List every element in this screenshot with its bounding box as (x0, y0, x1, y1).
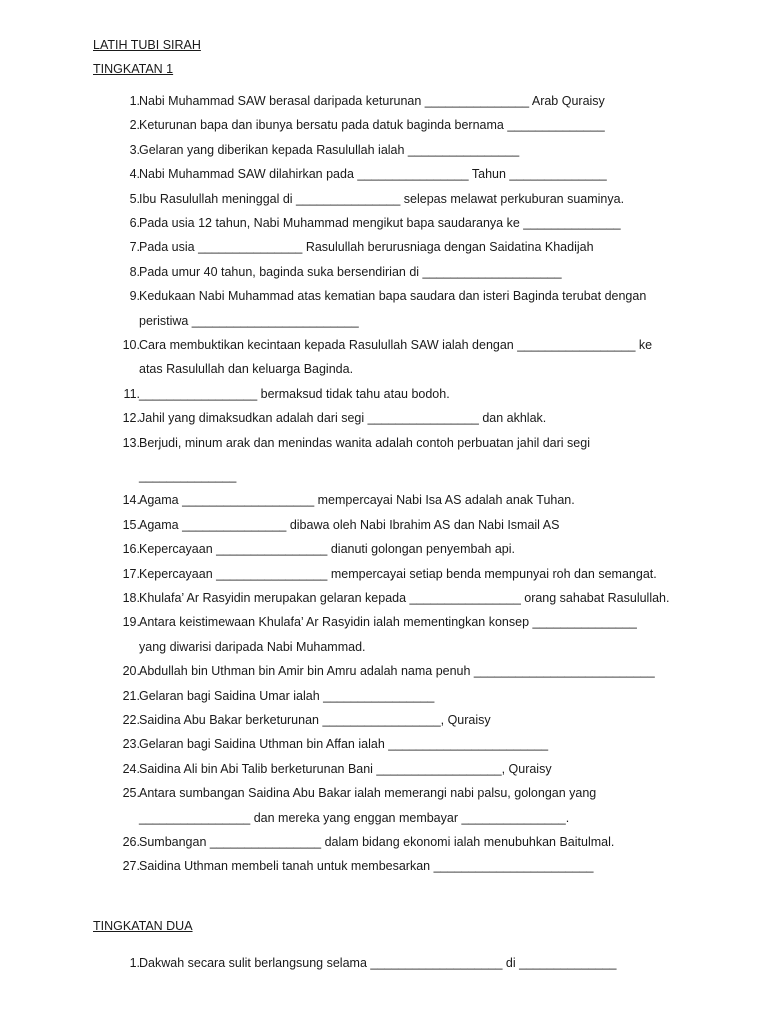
question-number: 1. (129, 94, 140, 108)
question-number: 18. (122, 591, 140, 605)
question-text: Saidina Uthman membeli tanah untuk membesarkan _______________________ (139, 859, 594, 874)
page-title: LATIH TUBI SIRAH (93, 38, 201, 52)
question-text: Cara membuktikan kecintaan kepada Rasulullah SAW ialah dengan _________________ ke (139, 338, 653, 352)
question-number: 5. (129, 191, 140, 206)
question-text: Kedukaan Nabi Muhammad atas kematian bapa saudara dan isteri Baginda terubat dengan (139, 289, 647, 304)
question-text: Ibu Rasulullah meninggal di _______________ selepas melawat perkuburan suaminya. (139, 191, 625, 206)
question-text: Pada umur 40 tahun, baginda suka bersendirian di ____________________ (139, 264, 562, 279)
question-number: 8. (129, 264, 140, 279)
question-number: 6. (129, 216, 140, 230)
question-number: 24. (122, 761, 140, 776)
question-number: 14. (122, 493, 140, 508)
question-text: _________________ bermaksud tidak tahu atau bodoh. (139, 386, 450, 401)
question-number: 12. (122, 411, 140, 426)
question-text: Kepercayaan ________________ dianuti golongan penyembah api. (139, 542, 516, 557)
question-number: 23. (122, 737, 140, 752)
question-text: yang diwarisi daripada Nabi Muhammad. (139, 639, 366, 654)
question-number: 17. (122, 566, 140, 581)
question-text: Saidina Abu Bakar berketurunan _________________, Quraisy (139, 713, 491, 727)
question-text: Agama ___________________ mempercayai Nabi Isa AS adalah anak Tuhan. (139, 493, 575, 508)
section-heading-tingkatan-dua: TINGKATAN DUA (93, 919, 193, 933)
question-text: Saidina Ali bin Abi Talib berketurunan Bani __________________, Quraisy (139, 761, 552, 776)
question-text: Agama _______________ dibawa oleh Nabi Ibrahim AS dan Nabi Ismail AS (139, 517, 560, 532)
question-text: Keturunan bapa dan ibunya bersatu pada datuk baginda bernama ______________ (139, 118, 605, 133)
question-text: Antara keistimewaan Khulafa’ Ar Rasyidin ialah mementingkan konsep _______________ (139, 615, 637, 630)
question-number: 25. (122, 786, 140, 801)
question-number: 2. (129, 118, 140, 133)
question-number: 21. (122, 688, 140, 703)
question-text: Nabi Muhammad SAW berasal daripada keturunan _______________ Arab Quraisy (139, 94, 605, 108)
question-text: Sumbangan ________________ dalam bidang ekonomi ialah menubuhkan Baitulmal. (139, 835, 615, 849)
question-text: Khulafa’ Ar Rasyidin merupakan gelaran kepada ________________ orang sahabat Rasulullah. (139, 591, 670, 605)
question-number: 26. (122, 835, 140, 849)
question-number: 16. (122, 542, 140, 557)
question-number: 7. (129, 240, 140, 255)
question-text: ______________ (139, 469, 237, 483)
question-text: Gelaran bagi Saidina Uthman bin Affan ialah _______________________ (139, 737, 549, 752)
question-text: peristiwa ________________________ (139, 313, 359, 328)
question-text: Kepercayaan ________________ mempercayai setiap benda mempunyai roh dan semangat. (139, 566, 657, 581)
question-number: 4. (129, 167, 140, 182)
question-number: 3. (129, 142, 140, 157)
question-number: 11. (123, 386, 140, 401)
question-number: 10. (122, 338, 140, 352)
question-number: 9. (129, 289, 140, 304)
question-text: Gelaran bagi Saidina Umar ialah ________________ (139, 688, 435, 703)
question-text: Pada usia 12 tahun, Nabi Muhammad mengikut bapa saudaranya ke ______________ (139, 216, 621, 230)
question-text: Jahil yang dimaksudkan adalah dari segi ________________ dan akhlak. (139, 411, 547, 426)
question-number: 22. (122, 713, 140, 727)
question-text: Abdullah bin Uthman bin Amir bin Amru adalah nama penuh __________________________ (139, 664, 655, 679)
question-text: Nabi Muhammad SAW dilahirkan pada ________________ Tahun ______________ (139, 167, 607, 182)
question-number: 20. (122, 664, 140, 679)
question-number: 19. (122, 615, 140, 630)
section-heading-tingkatan-1: TINGKATAN 1 (93, 62, 174, 76)
question-number: 13. (122, 435, 140, 450)
question-number: 27. (122, 859, 140, 874)
question-text: ________________ dan mereka yang enggan membayar _______________. (139, 810, 570, 825)
question-text: Gelaran yang diberikan kepada Rasulullah ialah ________________ (139, 142, 520, 157)
question-text: Antara sumbangan Saidina Abu Bakar ialah memerangi nabi palsu, golongan yang (139, 786, 597, 801)
question-number: 1. (129, 956, 140, 970)
question-text: Pada usia _______________ Rasulullah berurusniaga dengan Saidatina Khadijah (139, 240, 594, 255)
question-text: atas Rasulullah dan keluarga Baginda. (139, 362, 354, 377)
question-number: 15. (122, 517, 140, 532)
question-text: Berjudi, minum arak dan menindas wanita adalah contoh perbuatan jahil dari segi (139, 435, 590, 450)
question-text: Dakwah secara sulit berlangsung selama ___________________ di ______________ (139, 956, 617, 970)
